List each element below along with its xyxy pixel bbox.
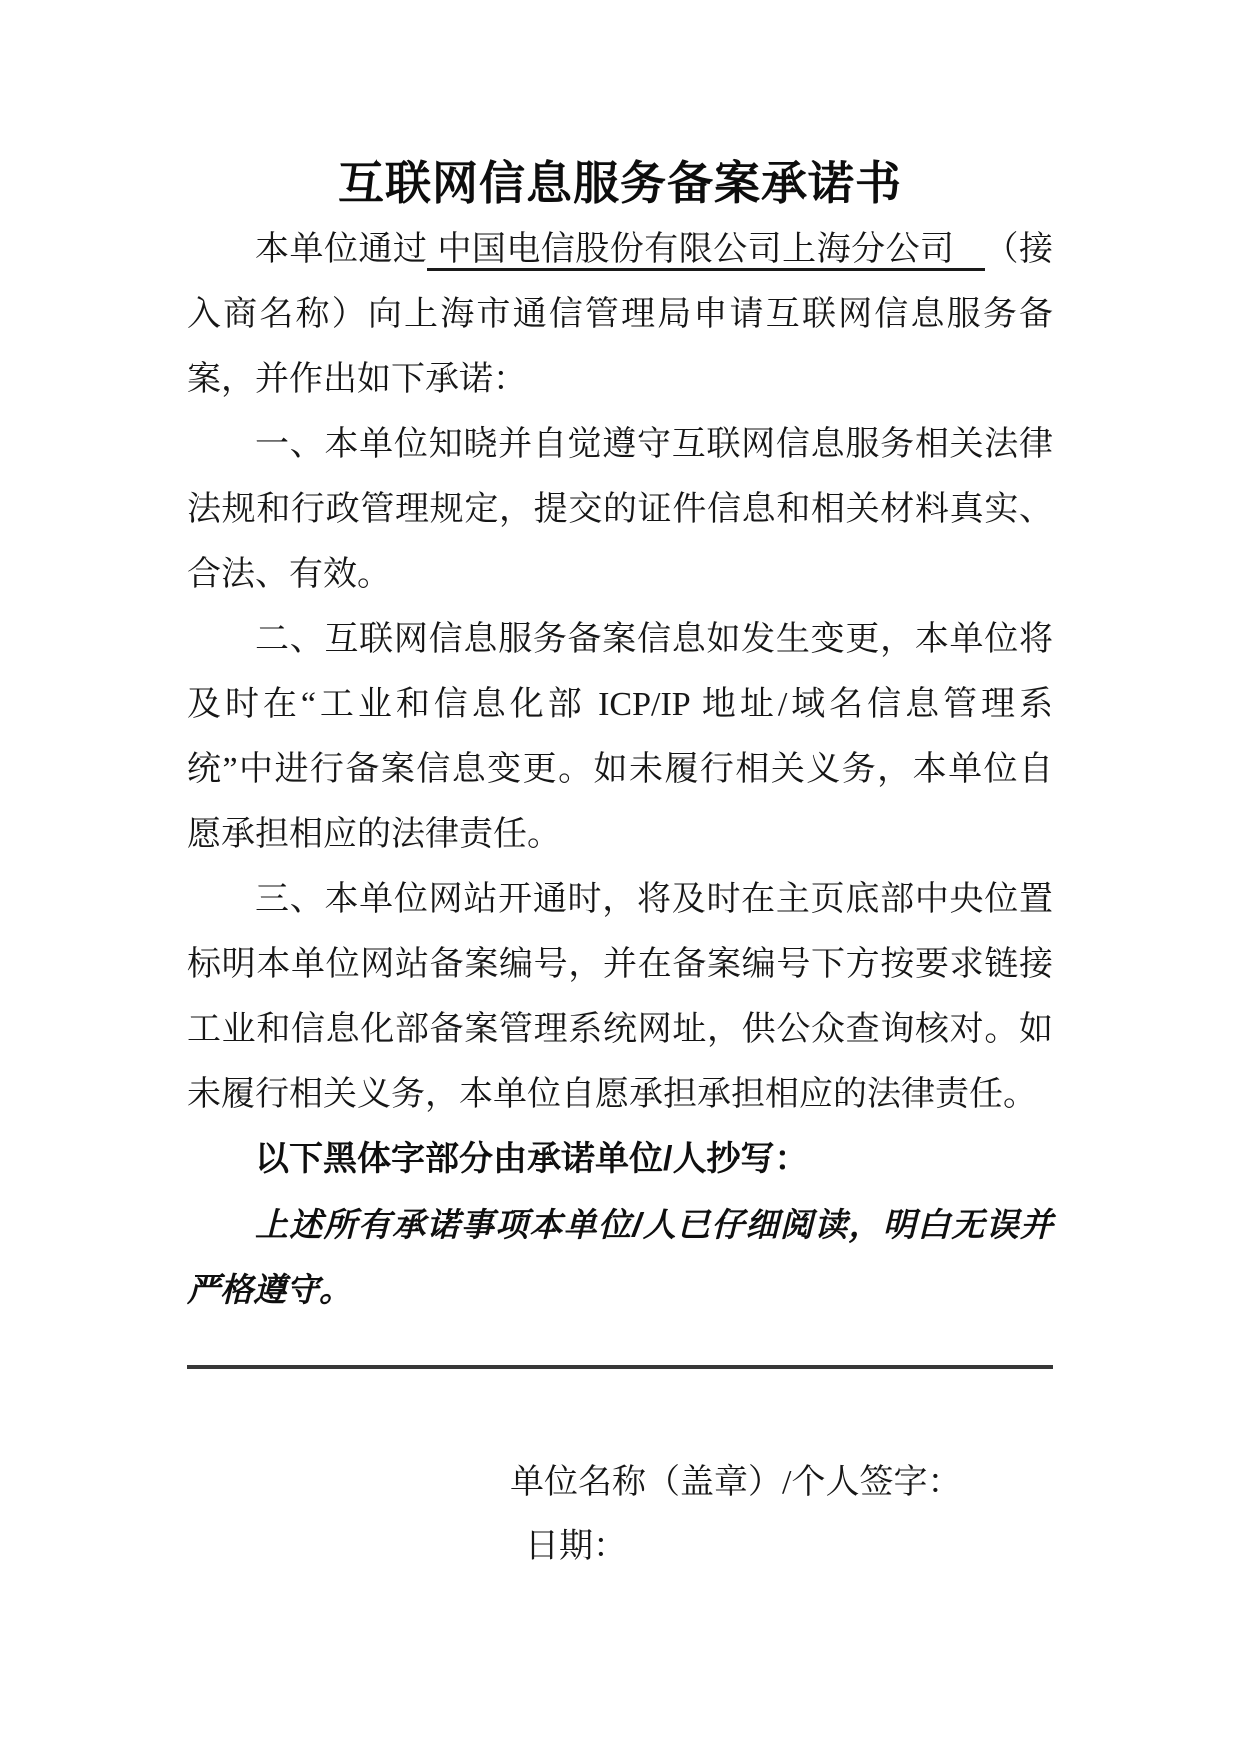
text-line-p4-4: 未履行相关义务，本单位自愿承担承担相应的法律责任。	[187, 1076, 1037, 1113]
text-line-p6-2: 严格遵守。	[187, 1271, 352, 1308]
text-line-p2-1: 一、本单位知晓并自觉遵守互联网信息服务相关法律	[255, 426, 1053, 463]
text-line-p5-1: 以下黑体字部分由承诺单位/人抄写：	[255, 1140, 809, 1178]
text-line-p4-1: 三、本单位网站开通时，将及时在主页底部中央位置	[255, 881, 1053, 918]
text-line-p3-3: 统”中进行备案信息变更。如未履行相关义务，本单位自	[187, 751, 1053, 788]
text-line-p1-2: 入商名称）向上海市通信管理局申请互联网信息服务备	[187, 296, 1053, 333]
document-title: 互联网信息服务备案承诺书	[338, 158, 902, 209]
handwriting-section-divider	[187, 1365, 1053, 1369]
text-line-p1-1	[187, 217, 1053, 282]
text-line-p4-3: 工业和信息化部备案管理系统网址，供公众查询核对。如	[187, 1011, 1053, 1048]
text-segment: （接	[984, 231, 1054, 268]
seal-signature-label: 单位名称（盖章）/个人签字：	[510, 1464, 962, 1501]
text-line-p3-2: 及时在“工业和信息化部 ICP/IP 地址/域名信息管理系	[187, 686, 1053, 723]
document-body	[187, 217, 1053, 1322]
text-line-p3-1: 二、互联网信息服务备案信息如发生变更，本单位将	[255, 621, 1053, 658]
text-line-p2-2: 法规和行政管理规定，提交的证件信息和相关材料真实、	[187, 491, 1053, 528]
text-line-p2-3: 合法、有效。	[187, 556, 391, 593]
text-line-p1-3: 案，并作出如下承诺：	[187, 361, 527, 398]
text-segment: 本单位通过	[255, 231, 428, 268]
isp-name-blank: 中国电信股份有限公司上海分公司	[427, 231, 984, 271]
text-line-p3-4: 愿承担相应的法律责任。	[187, 816, 561, 853]
text-line-p4-2: 标明本单位网站备案编号，并在备案编号下方按要求链接	[187, 946, 1053, 983]
date-label: 日期：	[525, 1528, 627, 1565]
text-line-p6-1: 上述所有承诺事项本单位/人已仔细阅读，明白无误并	[255, 1206, 1053, 1243]
